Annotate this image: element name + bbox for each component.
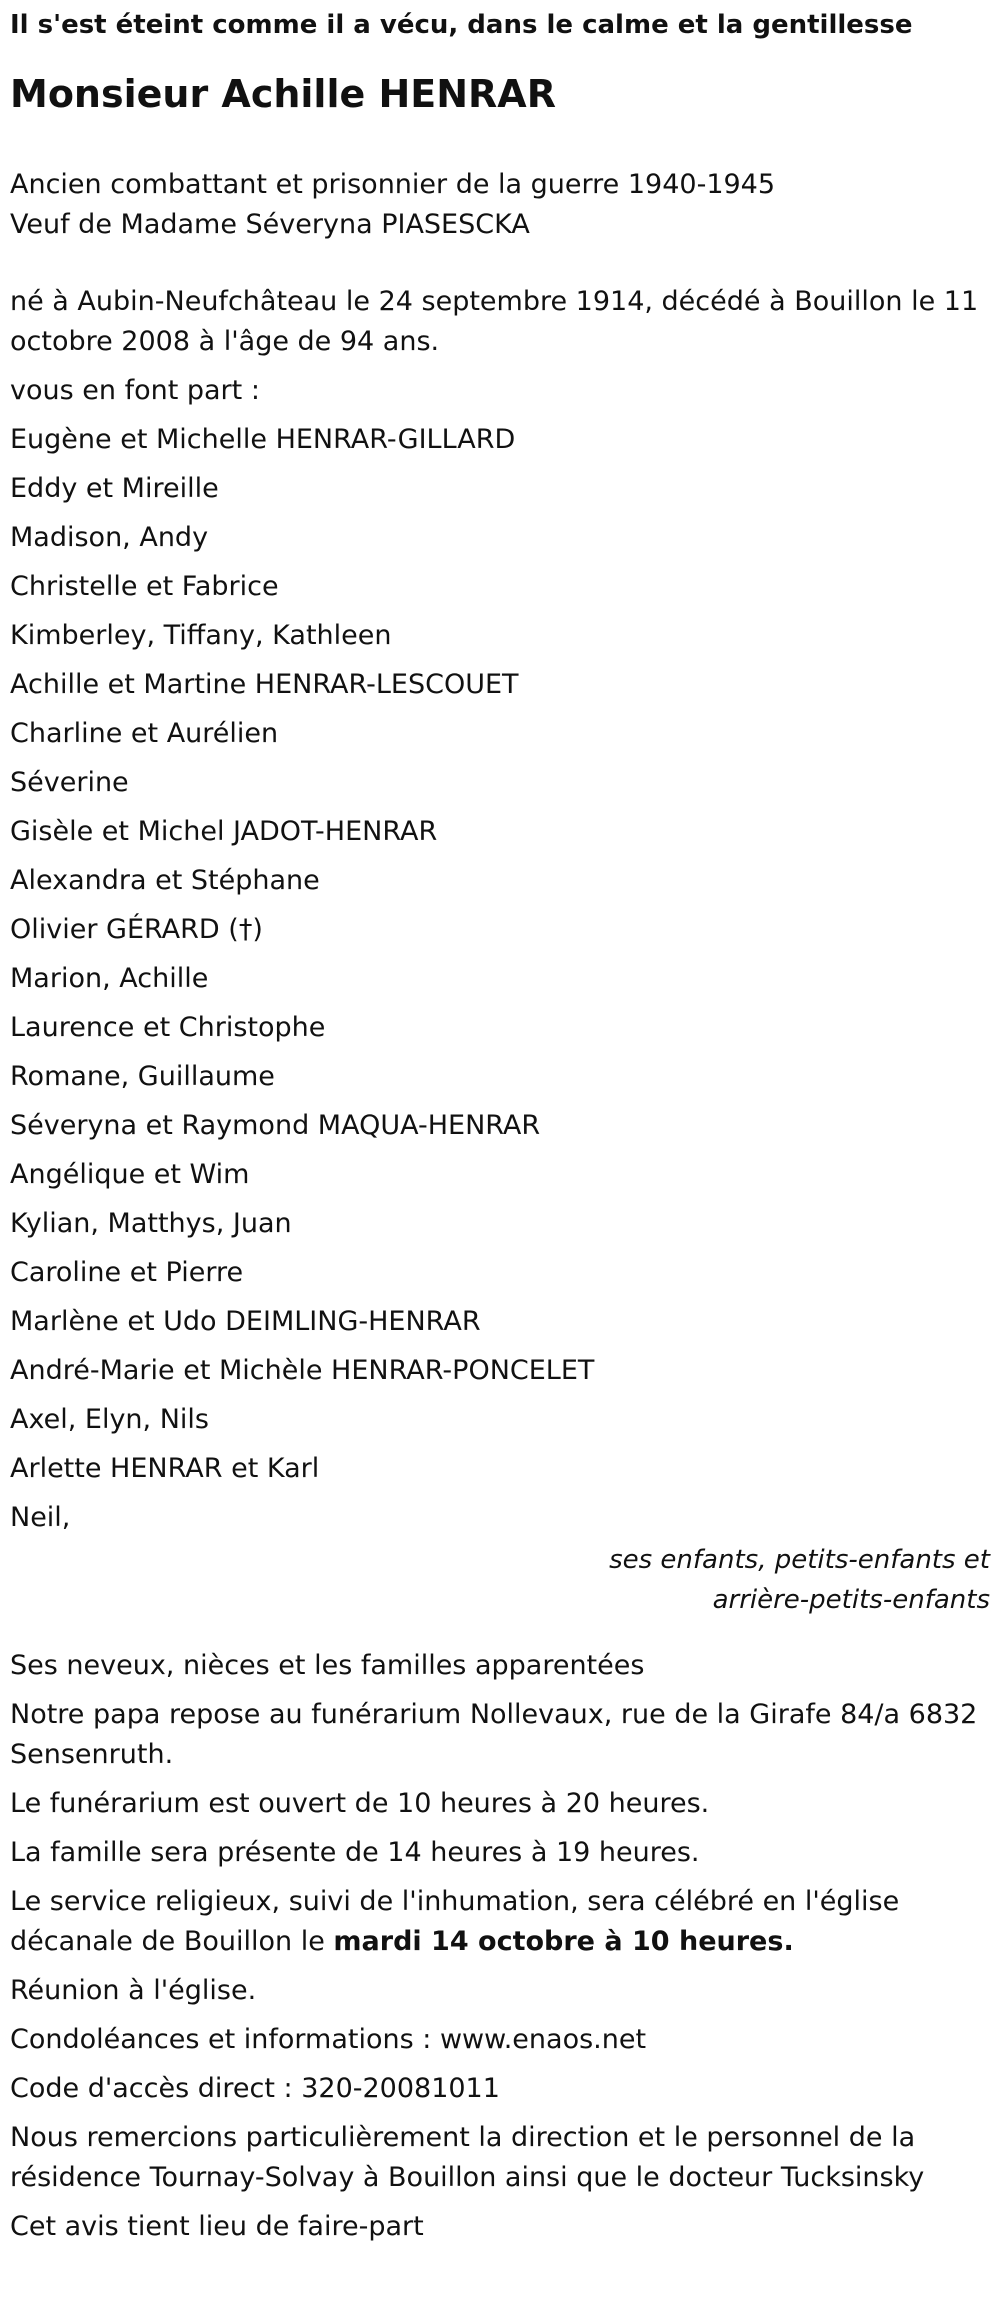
family-member-line: Alexandra et Stéphane (10, 865, 320, 896)
family-member-line: Madison, Andy (10, 522, 209, 553)
family-member-line: Neil, (10, 1502, 71, 1533)
family-member-line: Angélique et Wim (10, 1159, 250, 1190)
family-member-line: Axel, Elyn, Nils (10, 1404, 209, 1435)
family-member-line: Romane, Guillaume (10, 1061, 275, 1092)
access-code-line: Code d'accès direct : 320-20081011 (10, 2073, 500, 2104)
service-text: Le service religieux, suivi de l'inhumation, sera célébré en l'église décanale de Bouillon le (10, 1886, 900, 1957)
intro-line: Il s'est éteint comme il a vécu, dans le calme et la gentillesse (10, 10, 913, 40)
thanks-line: Nous remercions particulièrement la direction et le personnel de la résidence Tournay-Solvay à Bouillon ainsi que le docteur Tucksinsky (10, 2122, 925, 2193)
family-list (10, 420, 990, 1538)
funerarium-hours: Le funérarium est ouvert de 10 heures à 20 heures. (10, 1788, 710, 1819)
family-member-line: Achille et Martine HENRAR-LESCOUET (10, 669, 519, 700)
family-member-line: Kimberley, Tiffany, Kathleen (10, 620, 392, 651)
family-member-line: Marion, Achille (10, 963, 209, 994)
description-line: Veuf de Madame Séveryna PIASESCKA (10, 209, 530, 240)
family-member-line: Marlène et Udo DEIMLING-HENRAR (10, 1306, 481, 1337)
deceased-name: Monsieur Achille HENRAR (10, 72, 556, 116)
family-member-line: Séverine (10, 767, 129, 798)
family-member-line: Arlette HENRAR et Karl (10, 1453, 320, 1484)
family-member-line: Kylian, Matthys, Juan (10, 1208, 292, 1239)
announce-line: vous en font part : (10, 375, 260, 406)
family-member-line: Christelle et Fabrice (10, 571, 279, 602)
meeting-line: Réunion à l'église. (10, 1975, 257, 2006)
service-date: mardi 14 octobre à 10 heures. (333, 1926, 794, 1957)
obituary-notice (0, 8, 1000, 2247)
service-info (10, 1882, 990, 1962)
family-member-line: Eugène et Michelle HENRAR-GILLARD (10, 424, 516, 455)
family-member-line: Caroline et Pierre (10, 1257, 244, 1288)
birth-death-line: né à Aubin-Neufchâteau le 24 septembre 1914, décédé à Bouillon le 11 octobre 2008 à l'âge de 94 ans. (10, 286, 979, 357)
description-line: Ancien combattant et prisonnier de la guerre 1940-1945 (10, 169, 776, 200)
condolences-line: Condoléances et informations : www.enaos.net (10, 2024, 647, 2055)
nephews-line: Ses neveux, nièces et les familles apparentées (10, 1650, 645, 1681)
family-member-line: Eddy et Mireille (10, 473, 219, 504)
family-member-line: Gisèle et Michel JADOT-HENRAR (10, 816, 438, 847)
family-presence: La famille sera présente de 14 heures à 19 heures. (10, 1837, 700, 1868)
family-member-line: Séveryna et Raymond MAQUA-HENRAR (10, 1110, 541, 1141)
family-member-line: Laurence et Christophe (10, 1012, 326, 1043)
rest-location: Notre papa repose au funérarium Nollevaux, rue de la Girafe 84/a 6832 Sensenruth. (10, 1699, 978, 1770)
closing-line: Cet avis tient lieu de faire-part (10, 2211, 424, 2242)
family-member-line: Charline et Aurélien (10, 718, 279, 749)
family-member-line: Olivier GÉRARD (†) (10, 914, 263, 945)
family-member-line: André-Marie et Michèle HENRAR-PONCELET (10, 1355, 595, 1386)
relation-label: ses enfants, petits-enfants et arrière-petits-enfants (609, 1545, 990, 1615)
